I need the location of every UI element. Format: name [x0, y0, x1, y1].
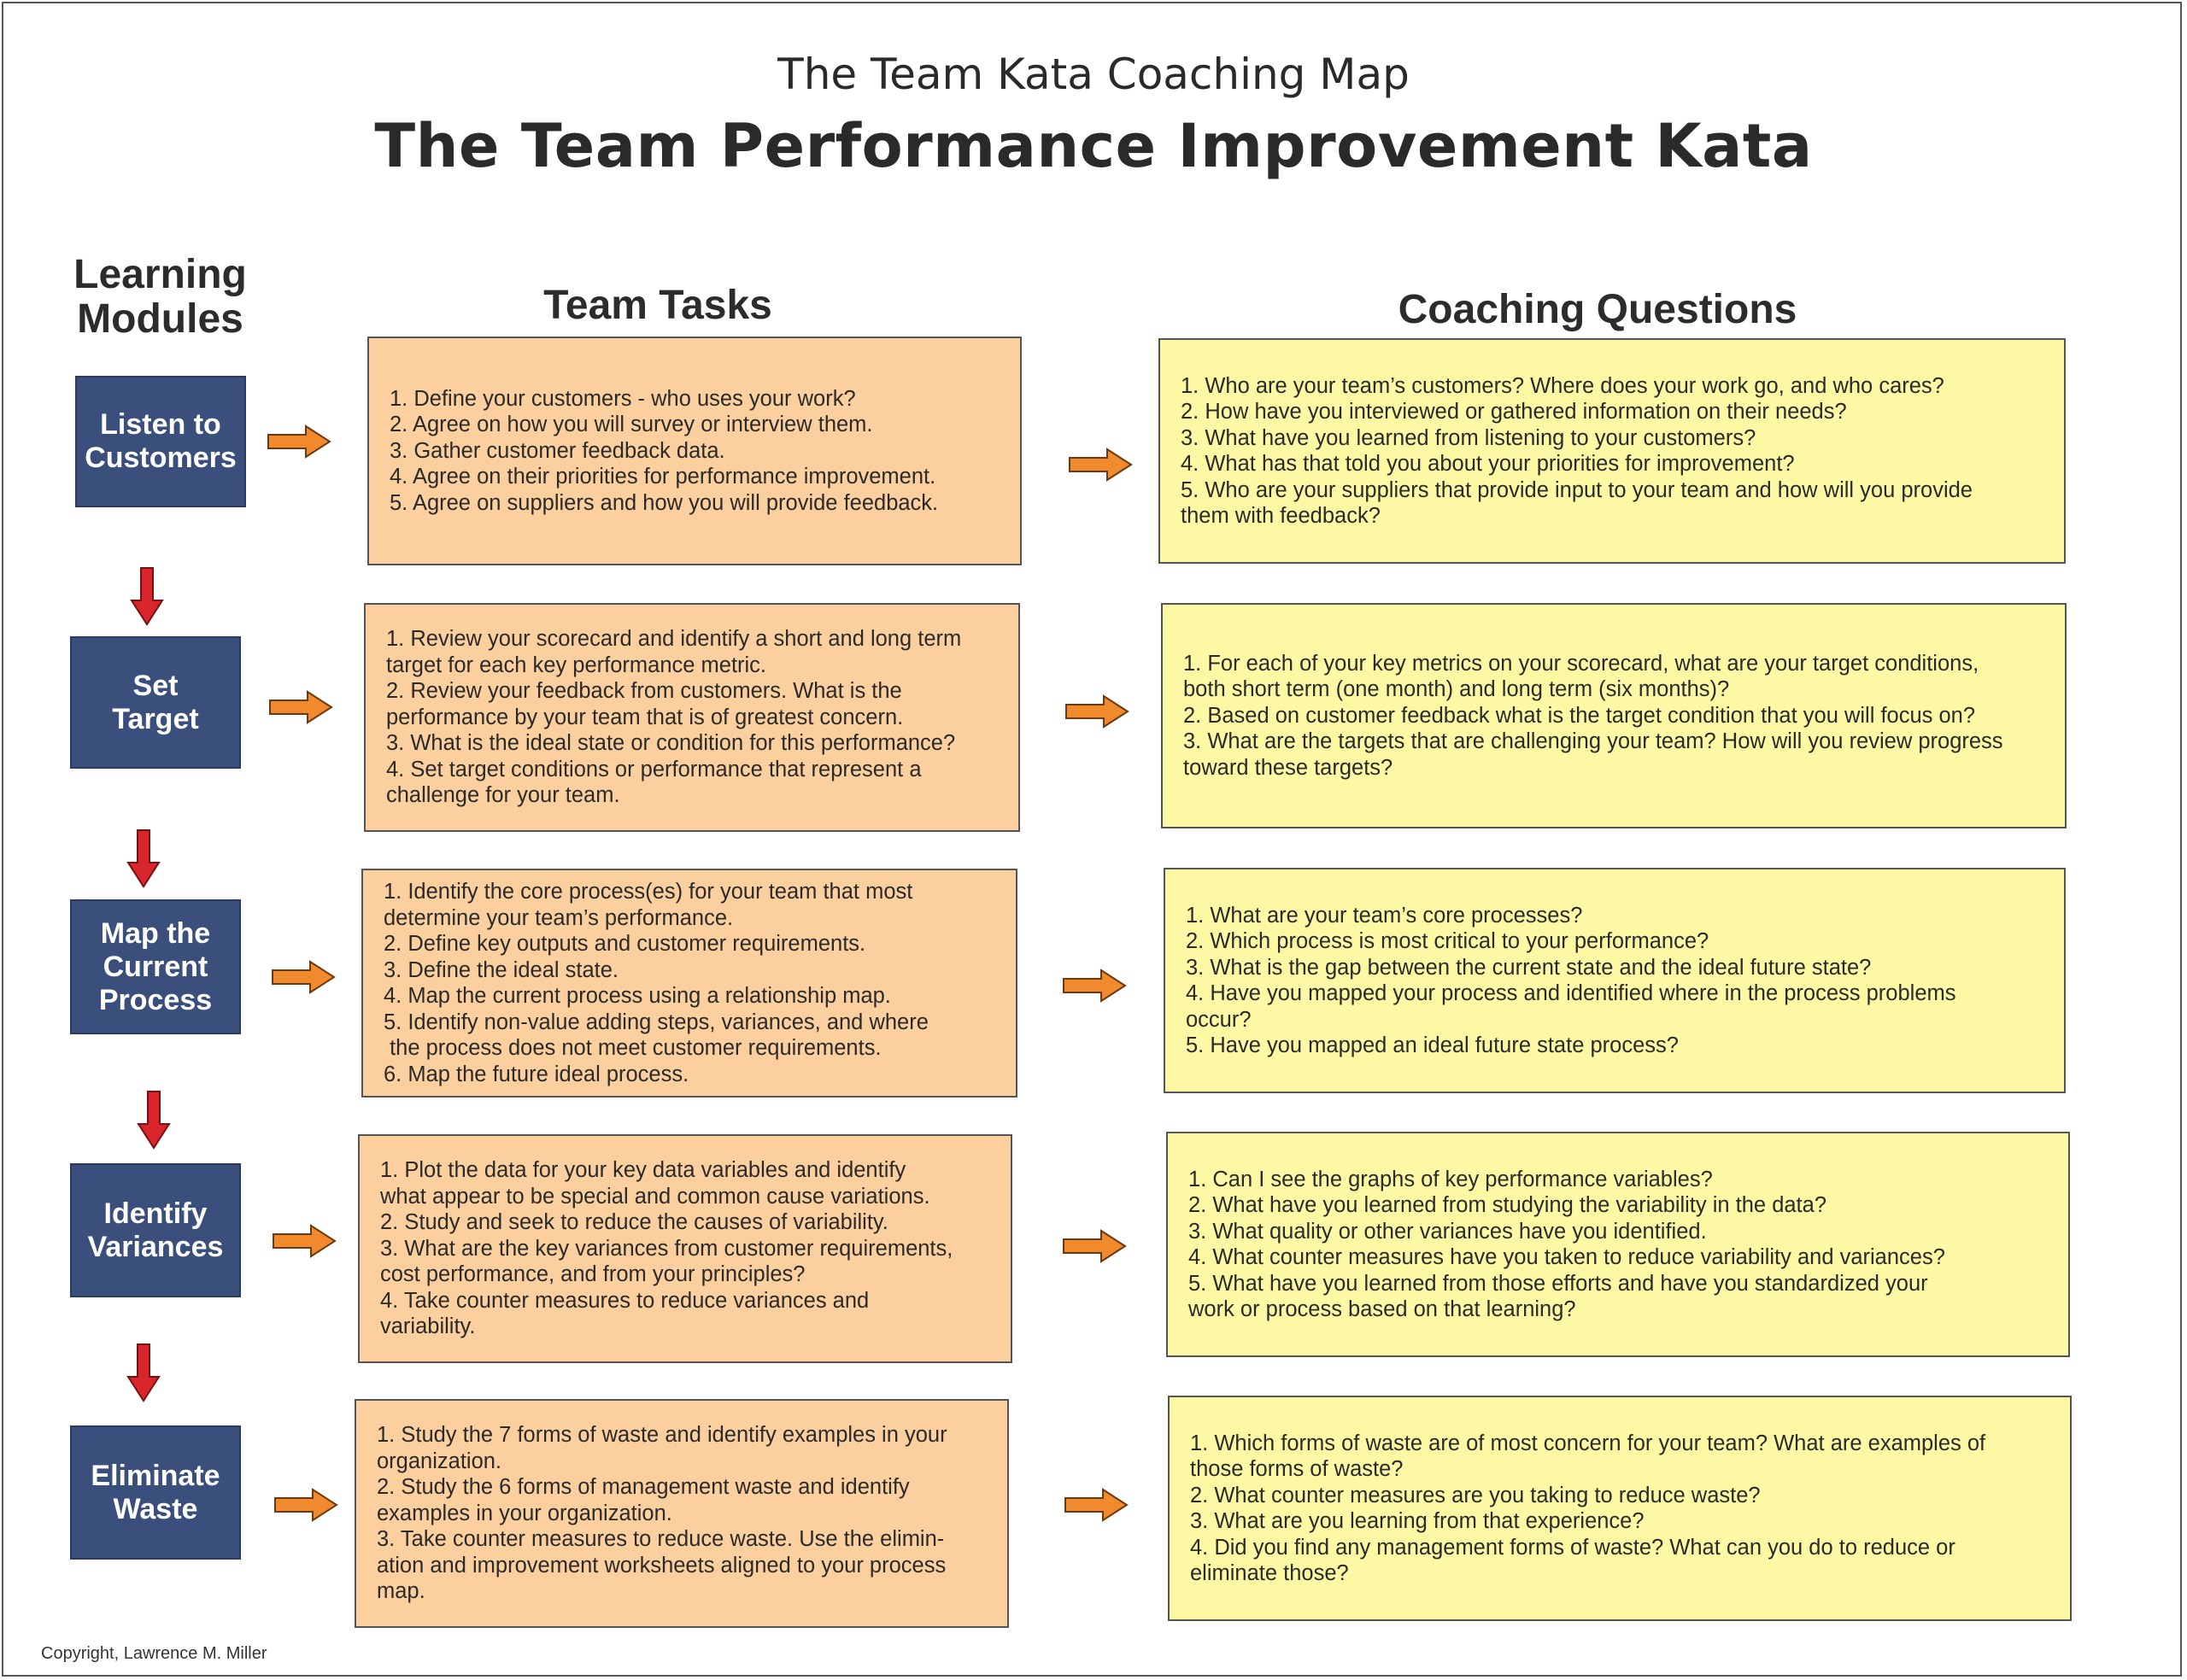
coaching-question-line: 4. What has that told you about your priorities for improvement? — [1181, 452, 1795, 476]
team-task-line: examples in your organization. — [377, 1501, 672, 1525]
coaching-question-line: 1. Can I see the graphs of key performance variables? — [1188, 1167, 1713, 1191]
learning-module-label — [99, 917, 212, 1017]
learning-module-box — [70, 1163, 241, 1297]
coaching-question-line: 5. Have you mapped an ideal future state process? — [1186, 1033, 1679, 1057]
learning-module-label-line: Map the — [100, 916, 211, 950]
coaching-question-line: 3. What is the gap between the current state and the ideal future state? — [1186, 955, 1872, 980]
diagram-subtitle: The Team Kata Coaching Map — [777, 50, 1410, 99]
coaching-question-line: 1. For each of your key metrics on your scorecard, what are your target conditions, — [1183, 651, 1979, 676]
coaching-question-line: 2. Which process is most critical to your performance? — [1186, 929, 1709, 953]
task-to-question-arrow — [1064, 694, 1129, 729]
coaching-question-line: 2. Based on customer feedback what is the target condition that you will focus on? — [1183, 703, 1976, 728]
team-task-line: 2. Agree on how you will survey or interview them. — [390, 413, 873, 437]
coaching-question-line: work or process based on that learning? — [1188, 1297, 1576, 1321]
coaching-question-line: 1. Who are your team’s customers? Where does your work go, and who cares? — [1181, 373, 1944, 398]
learning-module-box — [70, 899, 241, 1034]
coaching-question-line: 4. Have you mapped your process and identified where in the process problems — [1186, 981, 1956, 1005]
module-to-task-arrow — [267, 424, 331, 459]
coaching-question-line: 2. How have you interviewed or gathered information on their needs? — [1181, 400, 1847, 424]
team-task-line: 4. Set target conditions or performance that represent a — [386, 757, 922, 781]
coaching-question-line: toward these targets? — [1183, 755, 1393, 780]
module-to-task-arrow — [273, 1488, 338, 1522]
learning-module-label-line: Variances — [87, 1230, 224, 1263]
team-task-line: 4. Take counter measures to reduce variances and — [380, 1288, 870, 1313]
team-task-line: challenge for your team. — [386, 783, 620, 808]
team-task-line: 6. Map the future ideal process. — [384, 1062, 689, 1086]
team-task-line: 3. Define the ideal state. — [384, 957, 619, 982]
learning-module-label — [88, 1197, 224, 1264]
learning-module-label — [85, 408, 237, 475]
coaching-questions-box — [1166, 1132, 2070, 1357]
coaching-question-line: 3. What have you learned from listening to your customers? — [1181, 425, 1756, 450]
team-task-line: 2. Review your feedback from customers. What is the — [386, 679, 902, 704]
team-task-line: what appear to be special and common cause variations. — [380, 1184, 930, 1209]
team-task-line: 1. Study the 7 forms of waste and identify examples in your — [377, 1423, 947, 1448]
learning-module-label-line: Listen to — [100, 408, 221, 441]
team-task-line: 1. Define your customers - who uses your work? — [390, 386, 856, 411]
learning-module-box — [70, 636, 241, 769]
coaching-questions-heading: Coaching Questions — [1398, 287, 1797, 332]
coaching-question-line: 3. What quality or other variances have you identified. — [1188, 1219, 1707, 1244]
module-to-task-arrow — [268, 690, 333, 724]
learning-module-label — [91, 1460, 220, 1526]
coaching-question-line: 3. What are the targets that are challenging your team? How will you review progress — [1183, 729, 2003, 754]
learning-modules-heading — [51, 253, 269, 342]
team-task-line: map. — [377, 1579, 425, 1604]
coaching-question-line: occur? — [1186, 1007, 1252, 1032]
coaching-questions-box — [1164, 868, 2066, 1093]
learning-module-box — [75, 376, 246, 507]
team-task-line: variability. — [380, 1314, 476, 1339]
learning-module-label — [112, 670, 198, 736]
team-task-line: the process does not meet customer requirements. — [384, 1036, 882, 1060]
module-sequence-down-arrow — [126, 1343, 161, 1402]
team-task-line: 1. Plot the data for your key data variables and identify — [380, 1158, 906, 1183]
learning-module-label-line: Eliminate — [91, 1459, 220, 1492]
team-task-line: 1. Identify the core process(es) for your team that most — [384, 880, 913, 904]
coaching-question-line: 5. What have you learned from those efforts and have you standardized your — [1188, 1271, 1928, 1296]
team-task-line: organization. — [377, 1449, 502, 1473]
team-task-line: 2. Study the 6 forms of management waste and identify — [377, 1475, 910, 1500]
module-to-task-arrow — [272, 1224, 337, 1258]
learning-modules-heading-line1: Learning — [73, 252, 247, 297]
learning-module-label-line: Customers — [85, 442, 237, 474]
coaching-question-line: 1. Which forms of waste are of most concern for your team? What are examples of — [1190, 1431, 1986, 1455]
coaching-question-line: 1. What are your team’s core processes? — [1186, 903, 1583, 928]
coaching-question-line: eliminate those? — [1190, 1561, 1349, 1585]
team-task-line: 2. Define key outputs and customer requirements. — [384, 932, 866, 956]
team-task-line: 4. Map the current process using a relationship map. — [384, 984, 891, 1008]
team-task-line: 5. Identify non-value adding steps, variances, and where — [384, 1010, 929, 1034]
team-task-line: 3. Gather customer feedback data. — [390, 438, 725, 463]
learning-module-label-line: Target — [112, 702, 199, 735]
coaching-question-line: 3. What are you learning from that experience? — [1190, 1509, 1645, 1533]
module-sequence-down-arrow — [130, 566, 164, 626]
coaching-question-line: 2. What have you learned from studying the variability in the data? — [1188, 1193, 1827, 1217]
team-tasks-box — [364, 603, 1020, 832]
team-task-line: 3. Take counter measures to reduce waste. Use the elimin- — [377, 1527, 945, 1552]
task-to-question-arrow — [1064, 1488, 1129, 1522]
coaching-question-line: 2. What counter measures are you taking to reduce waste? — [1190, 1483, 1761, 1507]
team-tasks-heading: Team Tasks — [543, 283, 772, 328]
task-to-question-arrow — [1068, 448, 1133, 482]
module-sequence-down-arrow — [126, 828, 161, 888]
coaching-question-line: 5. Who are your suppliers that provide input to your team and how will you provide — [1181, 477, 1973, 502]
module-to-task-arrow — [271, 960, 336, 994]
learning-module-label-line: Set — [132, 669, 179, 702]
coaching-questions-box — [1168, 1396, 2072, 1621]
team-task-line: target for each key performance metric. — [386, 653, 767, 677]
module-sequence-down-arrow — [137, 1090, 171, 1150]
team-tasks-box — [358, 1134, 1012, 1363]
task-to-question-arrow — [1062, 1229, 1127, 1263]
team-task-line: 5. Agree on suppliers and how you will provide feedback. — [390, 490, 939, 515]
learning-module-label-line: Current — [103, 950, 208, 983]
learning-modules-heading-line2: Modules — [77, 296, 243, 342]
learning-module-label-line: Waste — [113, 1492, 198, 1525]
team-task-line: determine your team’s performance. — [384, 905, 734, 930]
team-task-line: ation and improvement worksheets aligned to your process — [377, 1553, 947, 1578]
team-task-line: performance by your team that is of greatest concern. — [386, 705, 904, 729]
copyright-notice: Copyright, Lawrence M. Miller — [41, 1644, 267, 1663]
team-tasks-box — [367, 337, 1022, 565]
team-tasks-box — [355, 1399, 1009, 1628]
task-to-question-arrow — [1062, 969, 1127, 1003]
team-task-line: 1. Review your scorecard and identify a short and long term — [386, 627, 962, 652]
coaching-questions-box — [1161, 603, 2067, 828]
team-task-line: 3. What are the key variances from customer requirements, — [380, 1236, 953, 1261]
team-task-line: 3. What is the ideal state or condition for this performance? — [386, 731, 956, 756]
coaching-question-line: 4. What counter measures have you taken to reduce variability and variances? — [1188, 1245, 1945, 1269]
team-task-line: 2. Study and seek to reduce the causes of variability. — [380, 1210, 888, 1235]
learning-module-label-line: Process — [98, 983, 213, 1016]
diagram-title: The Team Performance Improvement Kata — [374, 111, 1813, 181]
coaching-question-line: them with feedback? — [1181, 504, 1381, 528]
team-task-line: 4. Agree on their priorities for performance improvement. — [390, 465, 936, 489]
team-tasks-box — [361, 869, 1017, 1098]
learning-module-box — [70, 1425, 241, 1560]
team-task-line: cost performance, and from your principles? — [380, 1262, 806, 1287]
coaching-question-line: both short term (one month) and long term (six months)? — [1183, 677, 1730, 702]
coaching-questions-box — [1158, 338, 2066, 564]
coaching-question-line: those forms of waste? — [1190, 1457, 1404, 1481]
coaching-question-line: 4. Did you find any management forms of waste? What can you do to reduce or — [1190, 1535, 1955, 1560]
learning-module-label-line: Identify — [103, 1197, 208, 1230]
